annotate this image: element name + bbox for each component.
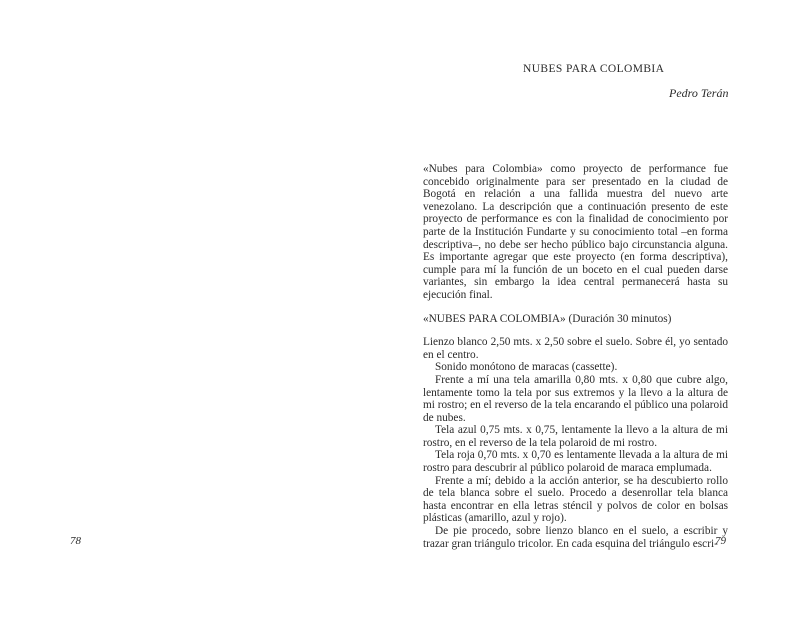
article-body [423,163,728,550]
body-paragraph: De pie procedo, sobre lienzo blanco en el suelo, a escribir y trazar gran triángulo tricolor. En cada esquina del triángulo escri- [423,525,728,550]
body-paragraph: Sonido monótono de maracas (cassette). [435,361,618,374]
intro-paragraph: «Nubes para Colombia» como proyecto de performance fue concebido originalmente para ser presentado en la ciudad de Bogotá en relación a una fallida muestra del nuevo arte venezolano. La descripción que a continuación presento de este proyecto de performance es con la finalidad de conocimiento por parte de la Institución Fundarte y su conocimiento total –en forma descriptiva–, no debe ser hecho público bajo circunstancia alguna. Es importante agregar que este proyecto (en forma descriptiva), cumple para mí la función de un boceto en el cual pueden darse variantes, sin embargo la idea central permanecerá hasta su ejecución final. [423,163,728,301]
left-page [0,0,395,618]
body-paragraph: Lienzo blanco 2,50 mts. x 2,50 sobre el suelo. Sobre él, yo sentado en el centro. [423,336,728,361]
article-title: NUBES PARA COLOMBIA [523,63,665,75]
page-number-right: 79 [715,535,726,547]
body-paragraph: Frente a mí una tela amarilla 0,80 mts. x 0,80 que cubre algo, lentamente tomo la tela por sus extremos y la llevo a la altura de mi rostro; en el reverso de la tela encarando el público una polaroid de nubes. [423,373,728,424]
body-paragraph: Frente a mí; debido a la acción anterior, se ha descubierto rollo de tela blanca sobre el suelo. Procedo a desenrollar tela blanca hasta encontrar en ella letras sténcil y polvos de color en bolsas plásticas (amarillo, azul y rojo). [423,474,728,525]
body-paragraph: Tela azul 0,75 mts. x 0,75, lentamente la llevo a la altura de mi rostro, en el reverso de la tela polaroid de mi rostro. [423,424,728,449]
article-author: Pedro Terán [669,86,729,100]
right-page [405,0,800,618]
page-number-left: 78 [70,535,81,547]
body-paragraph: Tela roja 0,70 mts. x 0,70 es lentamente llevada a la altura de mi rostro para descubrir al público polaroid de maraca emplumada. [423,449,728,475]
section-heading: «NUBES PARA COLOMBIA» (Duración 30 minutos) [423,312,672,325]
